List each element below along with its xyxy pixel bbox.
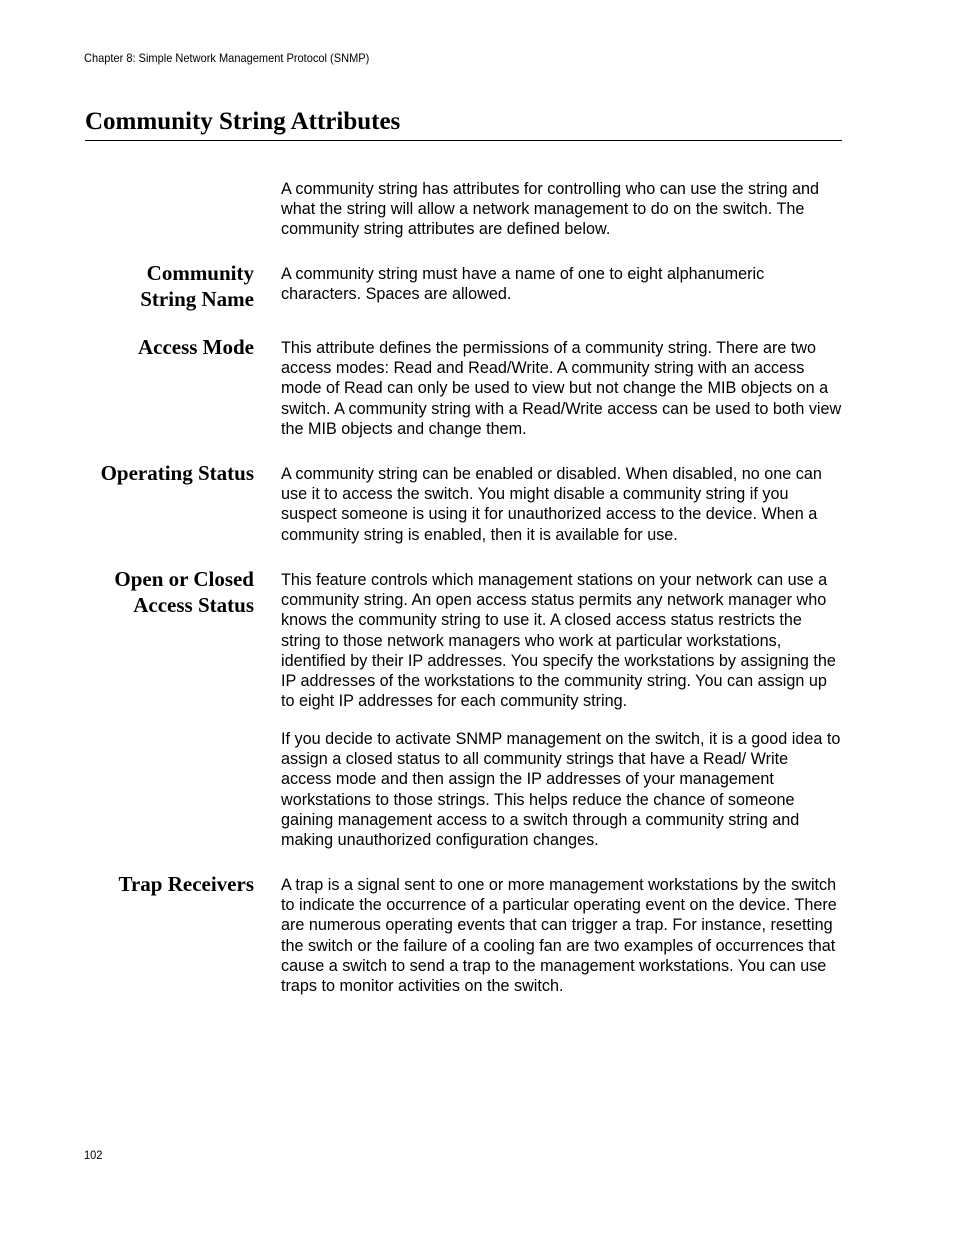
- heading-line: Trap Receivers: [118, 872, 254, 896]
- trap-receivers-paragraph: A trap is a signal sent to one or more management workstations by the switch to indicate the occurrence of a particular operating event on the device. There are numerous operating events that can trigger a trap. For instance, resetting the switch or the failure of a cooling fan are two examples of occurrences that cause a switch to send a trap to the management workstations. You can use traps to monitor activities on the switch.: [281, 876, 837, 996]
- heading-open-or-closed-access-status: [114, 566, 254, 618]
- access-status-paragraph-2: If you decide to activate SNMP management on the switch, it is a good idea to assign a closed status to all community strings that have a Read/ Write access mode and then assign the IP addresses of your management workstations to those strings. This helps reduce the chance of someone gaining management access to a switch through a community string and making unauthorized configuration changes.: [281, 730, 841, 850]
- heading-trap-receivers: [119, 871, 254, 897]
- heading-line: Access Status: [133, 593, 254, 617]
- section-title: Community String Attributes: [85, 108, 401, 135]
- heading-line: String Name: [140, 287, 254, 311]
- heading-operating-status: [101, 460, 254, 486]
- community-string-name-paragraph: A community string must have a name of one to eight alphanumeric characters. Spaces are allowed.: [281, 265, 765, 304]
- heading-line: Community: [146, 261, 254, 285]
- heading-line: Open or Closed: [114, 567, 254, 591]
- running-header: Chapter 8: Simple Network Management Protocol (SNMP): [84, 51, 370, 65]
- access-mode-paragraph: This attribute defines the permissions of a community string. There are two access modes: Read and Read/Write. A community string with an access mode of Read can only be used to view but not change the MIB objects on a switch. A community string with a Read/Write access can be used to both view the MIB objects and change them.: [281, 339, 842, 438]
- page-number: 102: [84, 1148, 103, 1162]
- intro-paragraph: A community string has attributes for controlling who can use the string and what the string will allow a network management to do on the switch. The community string attributes are defined below.: [281, 180, 820, 239]
- heading-access-mode: [138, 334, 254, 360]
- heading-community-string-name: [140, 260, 254, 312]
- heading-line: Operating Status: [100, 461, 254, 485]
- access-status-paragraph-1: This feature controls which management stations on your network can use a community string. An open access status permits any network manager who knows the community string to use it. A closed access status restricts the string to those network managers who work at particular workstations, identified by their IP addresses. You specify the workstations by assigning the IP addresses of the workstations to the community string. You can assign up to eight IP addresses for each community string.: [281, 571, 836, 711]
- operating-status-paragraph: A community string can be enabled or disabled. When disabled, no one can use it to access the switch. You might disable a community string if you suspect someone is using it for unauthorized access to the device. When a community string is enabled, then it is available for use.: [281, 465, 822, 544]
- heading-line: Access Mode: [137, 335, 254, 359]
- title-rule: [85, 140, 842, 141]
